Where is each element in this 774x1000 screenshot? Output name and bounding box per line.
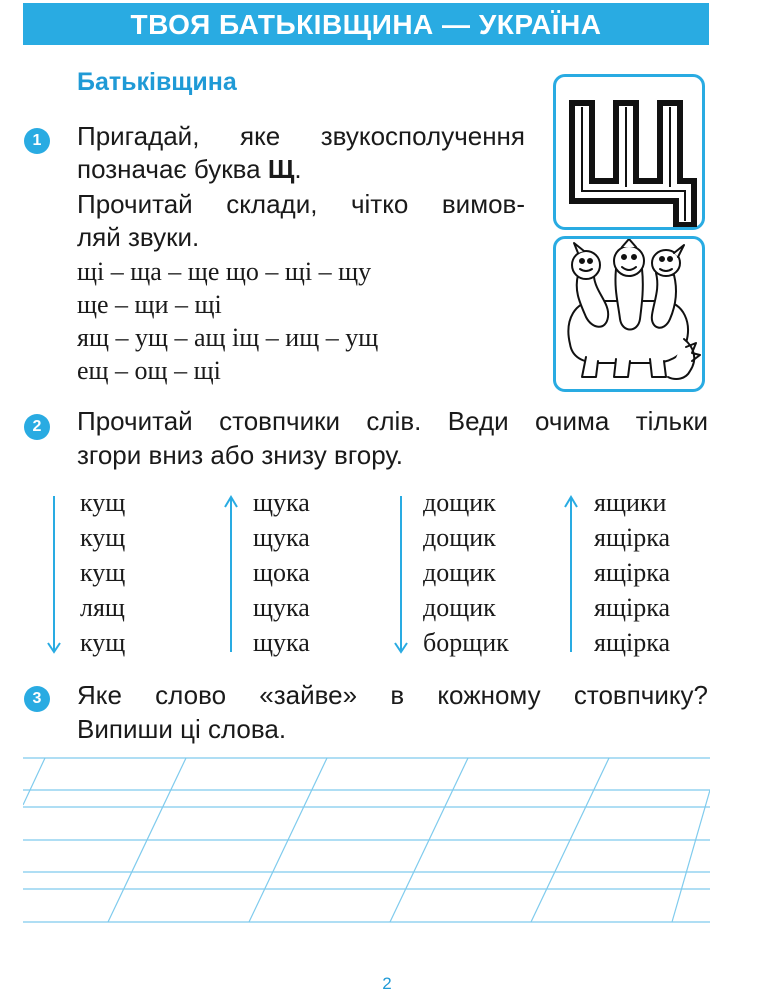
word-column-1 bbox=[80, 485, 125, 660]
page-number: 2 bbox=[382, 974, 392, 993]
word: лящ bbox=[80, 593, 125, 622]
word: ящірка bbox=[594, 593, 670, 622]
arrow-up-icon bbox=[222, 494, 240, 656]
word: щука bbox=[253, 593, 310, 622]
word: щука bbox=[253, 628, 310, 657]
syllable-row: ящ – ущ – ащ іщ – ищ – ущ bbox=[77, 323, 379, 352]
task-3-number: 3 bbox=[24, 686, 50, 712]
word: ящірка bbox=[594, 523, 670, 552]
task-1-line-1: Пригадай, яке звукосполучення bbox=[77, 121, 525, 151]
word-column-3 bbox=[423, 485, 509, 660]
letter-maze-box bbox=[553, 74, 705, 230]
task-1-line-2-suffix: . bbox=[294, 154, 302, 184]
word: борщик bbox=[423, 628, 509, 657]
word: ящики bbox=[594, 488, 667, 517]
task-1-line-2-prefix: позначає буква bbox=[77, 154, 268, 184]
handwriting-lines[interactable] bbox=[23, 750, 710, 930]
task-3-line-1: Яке слово «зайве» в кожному стовпчику? bbox=[77, 680, 708, 710]
word: ящірка bbox=[594, 558, 670, 587]
task-1-number: 1 bbox=[24, 128, 50, 154]
word: кущ bbox=[80, 488, 126, 517]
task-1-line-3: Прочитай склади, чітко вимов- bbox=[77, 189, 525, 219]
task-3-line-2: Випиши ці слова. bbox=[77, 714, 287, 744]
syllable-row: щі – ща – ще що – щі – щу bbox=[77, 257, 372, 286]
arrow-down-icon bbox=[45, 494, 63, 656]
word-column-2 bbox=[253, 485, 310, 660]
word: кущ bbox=[80, 523, 126, 552]
word: ящірка bbox=[594, 628, 670, 657]
word: щока bbox=[253, 558, 310, 587]
task-2-line-2: згори вниз або знизу вгору. bbox=[77, 440, 404, 470]
syllable-row: ще – щи – щі bbox=[77, 290, 222, 319]
task-1-line-2 bbox=[77, 153, 525, 186]
arrow-down-icon bbox=[392, 494, 410, 656]
task-2-line-1: Прочитай стовпчики слів. Веди очима тільки bbox=[77, 406, 708, 436]
word: дощик bbox=[423, 593, 496, 622]
arrow-up-icon bbox=[562, 494, 580, 656]
section-title: Батьківщина bbox=[77, 68, 237, 96]
word: щука bbox=[253, 488, 310, 517]
letter-shcha-maze-icon bbox=[556, 77, 702, 227]
word: щука bbox=[253, 523, 310, 552]
word: дощик bbox=[423, 558, 496, 587]
task-1-line-4: ляй звуки. bbox=[77, 222, 200, 252]
creature-box bbox=[553, 236, 705, 392]
syllable-list bbox=[77, 255, 378, 387]
word: дощик bbox=[423, 523, 496, 552]
word-column-4 bbox=[594, 485, 670, 660]
syllable-row: ещ – ощ – щі bbox=[77, 356, 221, 385]
word: кущ bbox=[80, 628, 126, 657]
page-header-banner: ТВОЯ БАТЬКІВЩИНА — УКРАЇНА bbox=[23, 3, 709, 45]
task-2-number: 2 bbox=[24, 414, 50, 440]
word: дощик bbox=[423, 488, 496, 517]
letter-shcha: Щ bbox=[267, 154, 295, 184]
word: кущ bbox=[80, 558, 126, 587]
three-headed-dragon-icon bbox=[556, 239, 702, 389]
